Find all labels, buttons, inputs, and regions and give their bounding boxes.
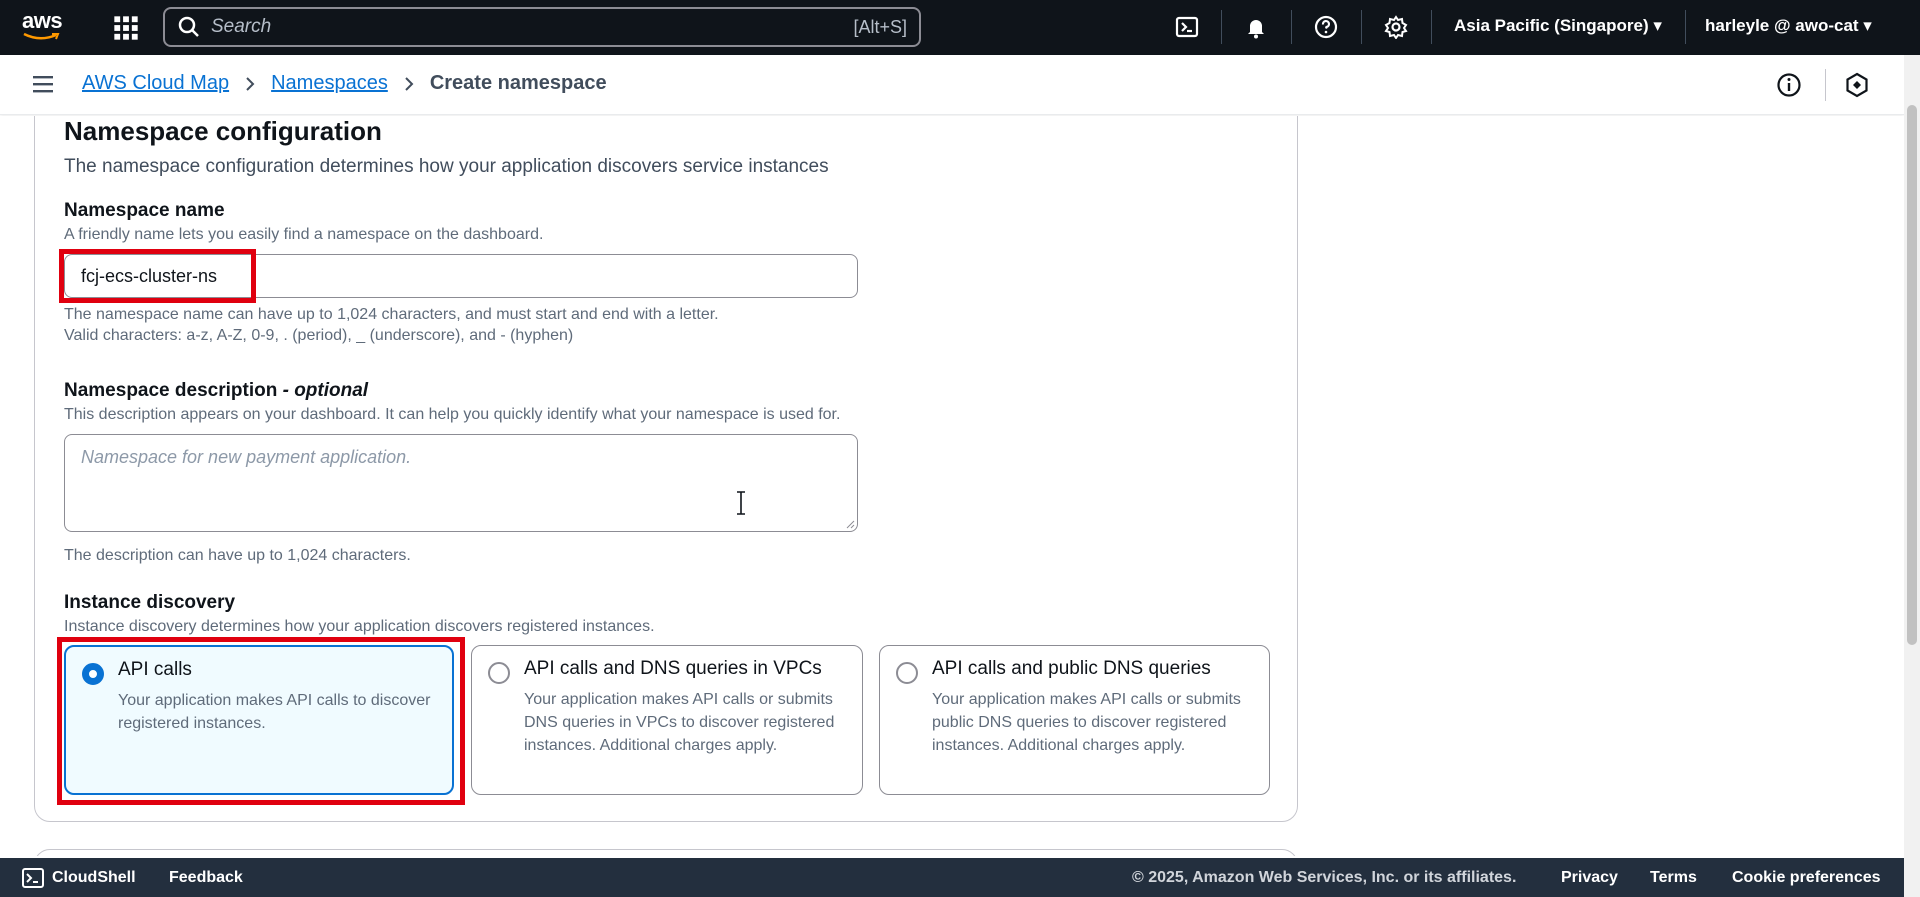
text-cursor-icon (734, 490, 748, 516)
search-icon (177, 15, 201, 39)
namespace-name-constraint: The namespace name can have up to 1,024 characters, and must start and end with a letter. (64, 306, 719, 323)
cloudshell-nav-icon[interactable] (1173, 13, 1201, 41)
option-api-public-dns[interactable] (879, 645, 1270, 795)
search-placeholder: Search (211, 16, 272, 37)
nav-divider (1431, 10, 1432, 44)
option-api-dns-vpc[interactable] (471, 645, 863, 795)
namespace-description-textarea[interactable] (64, 434, 858, 532)
optional-tag: - optional (282, 380, 369, 401)
top-navigation (0, 0, 1920, 55)
description-placeholder: Namespace for new payment application. (81, 447, 412, 467)
option-description: Your application makes API calls to discover registered instances. (118, 692, 431, 732)
feedback-link[interactable]: Feedback (169, 869, 243, 886)
cloudshell-icon[interactable] (22, 868, 44, 888)
option-title: API calls (118, 659, 192, 680)
region-selector[interactable]: Asia Pacific (Singapore) ▾ (1454, 16, 1662, 35)
instance-discovery-label: Instance discovery (64, 592, 236, 613)
breadcrumb-current: Create namespace (429, 72, 607, 94)
aws-smile-icon (22, 32, 62, 42)
name-highlight-box (59, 249, 256, 303)
scrollbar-thumb[interactable] (1907, 105, 1917, 645)
namespace-description-label (64, 380, 368, 402)
option-title: API calls and public DNS queries (932, 658, 1211, 679)
info-icon[interactable] (1776, 72, 1802, 98)
nav-divider (1221, 10, 1222, 44)
search-shortcut: [Alt+S] (853, 16, 907, 37)
footer (0, 858, 1904, 897)
api-calls-highlight-box (57, 637, 465, 805)
namespace-name-description: A friendly name lets you easily find a namespace on the dashboard. (64, 226, 544, 243)
bell-icon[interactable] (1242, 13, 1270, 41)
nav-divider (1291, 10, 1292, 44)
namespace-name-valid-chars: Valid characters: a-z, A-Z, 0-9, . (period), _ (underscore), and - (hyphen) (64, 327, 574, 344)
radio-api-public-dns[interactable] (896, 662, 918, 684)
next-panel (34, 849, 1298, 856)
help-icon[interactable] (1312, 13, 1340, 41)
account-menu[interactable]: harleyle @ awo-cat ▾ (1705, 16, 1872, 35)
description-label-text: Namespace description (64, 380, 278, 401)
breadcrumb (82, 72, 607, 95)
namespace-name-label: Namespace name (64, 200, 225, 221)
apps-grid-icon[interactable] (112, 14, 140, 42)
breadcrumb-namespaces[interactable]: Namespaces (271, 72, 388, 94)
chevron-right-icon (402, 77, 416, 91)
option-description: Your application makes API calls or submits public DNS queries to discover registered instances. Additional charges apply. (932, 691, 1241, 754)
option-title: API calls and DNS queries in VPCs (524, 658, 822, 679)
terms-link[interactable]: Terms (1650, 869, 1697, 886)
cloudshell-button[interactable]: CloudShell (52, 869, 136, 886)
chevron-right-icon (243, 77, 257, 91)
copyright-text: © 2025, Amazon Web Services, Inc. or its affiliates. (1132, 869, 1517, 886)
section-title: Namespace configuration (64, 116, 382, 146)
menu-icon[interactable] (32, 73, 54, 95)
resize-handle-icon[interactable] (845, 519, 855, 529)
namespace-description-constraint: The description can have up to 1,024 characters. (64, 547, 411, 564)
aws-logo[interactable] (22, 10, 72, 46)
gear-icon[interactable] (1382, 13, 1410, 41)
aws-logo-text: aws (22, 8, 63, 33)
namespace-description-help: This description appears on your dashboard. It can help you quickly identify what your namespace is used for. (64, 406, 841, 423)
instance-discovery-description: Instance discovery determines how your application discovers registered instances. (64, 618, 655, 635)
namespace-name-value: fcj-ecs-cluster-ns (81, 265, 218, 286)
breadcrumb-bar (0, 55, 1904, 115)
breadcrumb-cloud-map[interactable]: AWS Cloud Map (82, 72, 230, 94)
nav-divider (1685, 10, 1686, 44)
option-description: Your application makes API calls or submits DNS queries in VPCs to discover registered instances. Additional charges apply. (524, 691, 835, 754)
hexagon-icon[interactable] (1844, 72, 1870, 98)
breadcrumb-divider (1825, 69, 1826, 101)
main-content (0, 116, 1904, 856)
cookie-preferences-link[interactable]: Cookie preferences (1732, 869, 1881, 886)
radio-api-dns-vpc[interactable] (488, 662, 510, 684)
privacy-link[interactable]: Privacy (1561, 869, 1618, 886)
section-description: The namespace configuration determines how your application discovers service instances (64, 156, 829, 177)
nav-divider (1361, 10, 1362, 44)
search-input[interactable] (163, 7, 921, 47)
